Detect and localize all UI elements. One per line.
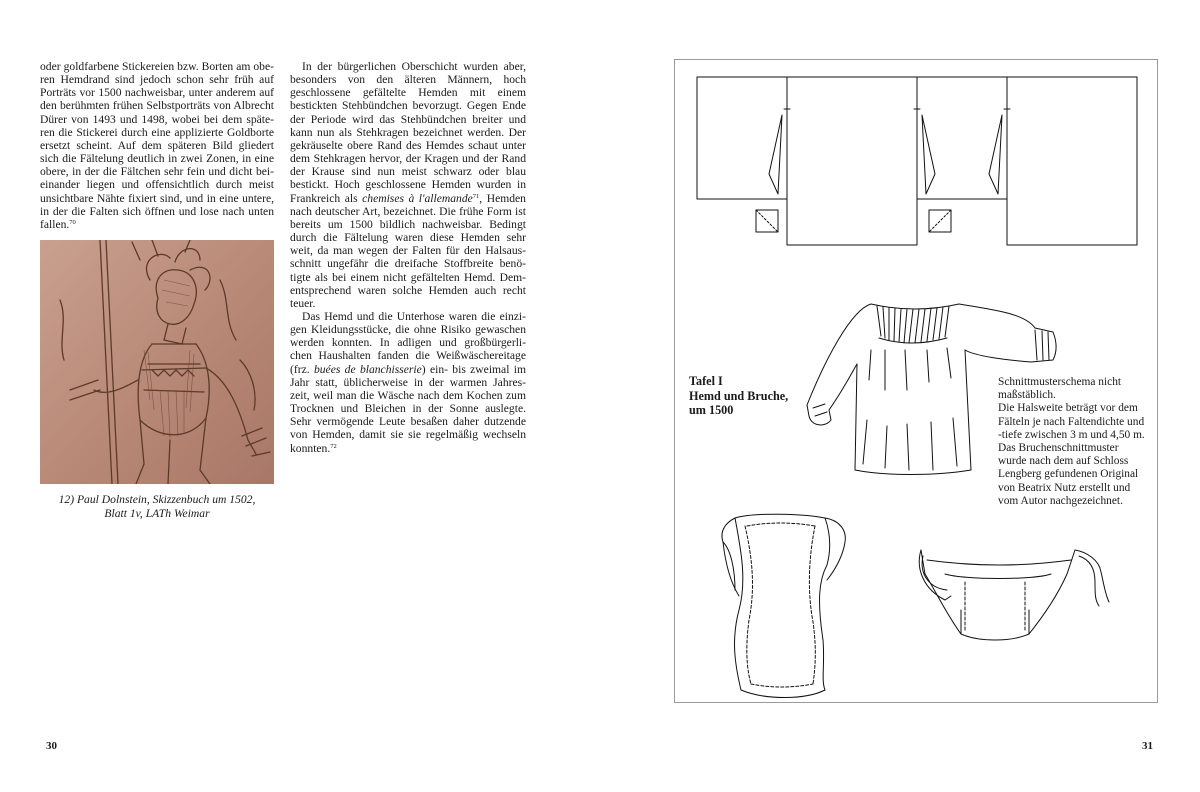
text-line: schnitt ungefähr die dreifache Stoffbreite benö- — [290, 257, 526, 271]
caption-line-1: 12) Paul Dolnstein, Skizzenbuch um 1502, — [58, 493, 256, 506]
text-line: gekräuselte obere Rand des Hemdes schaut unter — [290, 138, 526, 152]
pattern-plate — [674, 59, 1158, 703]
text-line: geschlossene gefältelte Hemden mit einem — [290, 86, 526, 100]
text-line: Sehr vermögende Leute besaßen daher dutzende — [290, 415, 526, 429]
shirt-pattern-schema — [697, 77, 1137, 245]
text-column-2 — [290, 60, 526, 455]
text-line: zeit, weil man die Wäsche nach dem Kochen zum — [290, 388, 526, 402]
desc-line: Fälteln je nach Faltendichte und — [998, 415, 1145, 428]
sketch-illustration — [40, 240, 274, 484]
page-number-left: 30 — [46, 740, 57, 752]
plate-title-line-3: um 1500 — [689, 403, 734, 417]
text-line: weit, da man wegen der Falten für den Halsaus- — [290, 244, 526, 258]
desc-line: Das Bruchenschnittmuster — [998, 442, 1119, 455]
text-line: dem Stehkragen hervor, der Kragen und der Rand — [290, 152, 526, 166]
text-line: sich die Fältelung deutlich in zwei Zonen, in eine — [40, 152, 274, 166]
paragraph-1 — [290, 60, 526, 310]
desc-line: von Beatrix Nutz erstellt und — [998, 481, 1131, 494]
text-line: teuer. — [290, 296, 316, 310]
text-line: Das Hemd und die Unterhose waren die einzi- — [302, 309, 526, 323]
brouche-back — [919, 550, 1109, 640]
desc-line: wurde nach dem auf Schloss — [998, 455, 1129, 468]
italic-term: chemises à l'allemande — [362, 191, 473, 205]
text-line: der Periode wird das Stehbündchen breiter und — [290, 112, 526, 126]
plate-title-line-1: Tafel I — [689, 374, 723, 388]
text-line: Jahr statt, üblicherweise in der warmen Jahres- — [290, 375, 526, 389]
text-line: , Hemden — [479, 191, 526, 205]
text-line: tigte als bei einem nicht gefältelten Hemd. Dem- — [290, 270, 526, 284]
text-line: chen Haushalten fanden die Weißwäschereitage — [290, 349, 526, 363]
text-line: oder goldfarbene Stickereien bzw. Borten am obe- — [40, 60, 274, 73]
plate-title — [689, 374, 788, 418]
text-column-1 — [40, 60, 274, 231]
text-line: gen Kleidungsstücke, die ohne Risiko gewaschen — [290, 323, 526, 337]
text-line: (frz. — [290, 362, 314, 376]
figure-caption — [40, 493, 274, 521]
plate-description — [998, 376, 1158, 508]
text-line: von Hemden, damit sie sie regelmäßig wechseln — [290, 428, 526, 442]
paragraph-2 — [290, 310, 526, 455]
text-line: ren Hemdrand sind jedoch schon sehr früh auf — [40, 73, 274, 87]
caption-line-2: Blatt 1v, LATh Weimar — [104, 507, 210, 520]
italic-term: buées de blanchisserie — [313, 362, 422, 376]
desc-line: maßstäblich. — [998, 389, 1056, 402]
page-number-right: 31 — [1142, 740, 1153, 752]
text-line: In der bürgerlichen Oberschicht wurden — [302, 60, 499, 73]
text-line: der Krause sind nun meist schwarz oder blau — [290, 165, 526, 179]
text-line: in der die Falten sich öffnen und lose nach unten — [40, 204, 274, 218]
text-line: entsprechend waren solche Hemden auch recht — [290, 283, 526, 297]
desc-line: Lengberg gefundenen Original — [998, 468, 1139, 481]
text-line: ersetzt scheint. Auf dem späteren Bild gliedert — [40, 138, 274, 152]
text-line: nach deutscher Art, bezeichnet. Die frühe Form — [290, 204, 512, 218]
text-line: obere, in der die Fältchen sehr fein und dicht bei- — [40, 165, 274, 179]
footnote-ref-71[interactable]: 71 — [472, 192, 480, 200]
text-line: einander liegen und offensichtlich durch meist — [40, 178, 274, 192]
text-line: konnten. — [290, 441, 331, 455]
text-line: den berühmten frühen Selbstporträts von Albrecht — [40, 99, 274, 113]
brouche-front — [722, 514, 845, 697]
text-line: Dürer von 1493 und 1498, wobei bei dem späte- — [40, 112, 274, 126]
text-line: Porträts vor 1500 nachweisbar, unter anderem auf — [40, 86, 274, 100]
text-line: fallen. — [40, 217, 70, 231]
text-line: bestickt. Hoch geschlossene Hemden wurden in — [290, 178, 526, 192]
text-line: ren die Stickerei durch eine applizierte Goldborte — [40, 125, 274, 139]
text-line: kann nun als Stehkragen bezeichnet werden. Der — [290, 125, 526, 139]
desc-line: -tiefe zwischen 3 m und 4,50 m. — [998, 428, 1145, 441]
desc-line: Schnittmusterschema nicht — [998, 376, 1122, 388]
footnote-ref-70[interactable]: 70 — [69, 218, 76, 226]
text-line: durch die Fältelung waren diese Hemden sehr — [290, 231, 526, 245]
text-line: werden konnten. In adligen und großbürgerli- — [290, 336, 526, 350]
text-line: ist bereits um 1500 bildlich nachweisbar. Bedingt — [290, 204, 526, 231]
text-line: Trocknen und Bleichen in der Sonne auslegte. — [290, 402, 526, 416]
text-line: ) ein- bis zweimal im — [421, 362, 526, 376]
text-line: Frankreich als — [290, 191, 363, 205]
desc-line: vom Autor nachgezeichnet. — [998, 494, 1123, 507]
footnote-ref-72[interactable]: 72 — [330, 442, 337, 450]
desc-line: Die Halsweite beträgt vor dem — [998, 402, 1138, 415]
plate-title-line-2: Hemd und Bruche, — [689, 388, 789, 403]
text-line: aber, besonders von den älteren Männern, hoch — [290, 60, 527, 87]
text-line: unsichtbare Nähte fixiert sind, und in eine untere, — [40, 191, 274, 205]
text-line: bestickten Stehbündchen bevorzugt. Gegen Ende — [290, 99, 526, 113]
